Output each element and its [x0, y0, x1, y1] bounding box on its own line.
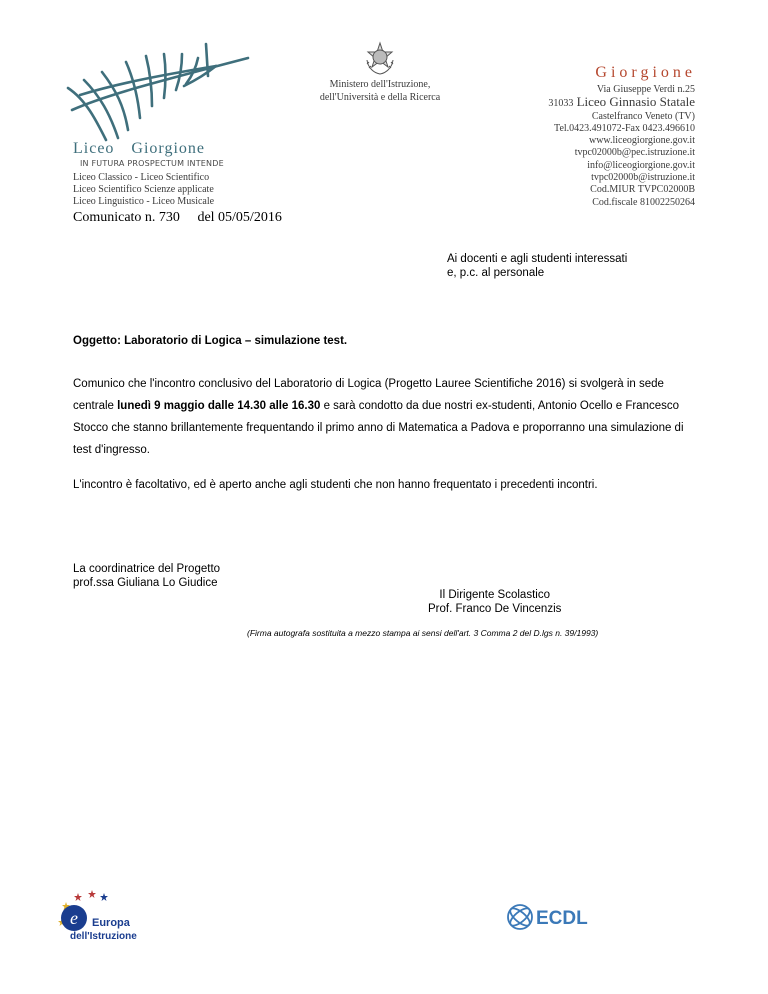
body-text: Comunico che l'incontro conclusivo del Laboratorio di Logica (Progetto Lauree Scientifiche 2016) si svolgerà in sede centrale: [73, 378, 664, 412]
liceo-logo-icon: [66, 40, 266, 145]
school-name: Giorgione: [595, 64, 696, 81]
body-paragraph: [73, 373, 698, 461]
signature-note: (Firma autografa sostituita a mezzo stampa ai sensi dell'art. 3 Comma 2 del D.lgs n. 39/1993): [247, 628, 599, 638]
logo-motto: IN FUTURA PROSPECTUM INTENDE: [80, 159, 224, 168]
recipients: [447, 252, 627, 280]
coordinator-signature: [73, 562, 220, 590]
address-email2: tvpc02000b@istruzione.it: [591, 172, 695, 184]
e-letter-icon: e: [70, 908, 78, 928]
address-city: Castelfranco Veneto (TV): [591, 110, 695, 122]
coordinator-role: La coordinatrice del Progetto: [73, 563, 221, 575]
globe-icon: [508, 905, 533, 929]
recipients-line: Ai docenti e agli studenti interessati: [447, 253, 628, 265]
communication-number-label: Comunicato n. 730: [73, 210, 180, 225]
europa-istruzione-logo: [52, 888, 152, 944]
europa-line2: dell'Istruzione: [70, 931, 137, 942]
body-paragraph: L'incontro è facoltativo, ed è aperto anche agli studenti che non hanno frequentato i precedenti incontri.: [73, 479, 598, 491]
republic-emblem-icon: [364, 40, 396, 76]
head-name: Prof. Franco De Vincenzis: [428, 603, 562, 615]
ministry-line: Ministero dell'Istruzione,: [329, 79, 431, 90]
communication-date: del 05/05/2016: [197, 210, 282, 225]
address-phone: Tel.0423.491072-Fax 0423.496610: [554, 122, 695, 134]
communication-number: [73, 210, 282, 226]
subject-line: Oggetto: Laboratorio di Logica – simulazione test.: [73, 335, 348, 347]
body-text: e sarà condotto da due nostri ex-studenti, Antonio Ocello e Francesco Stocco che stanno brillantemente frequentando il primo anno di Matematica a Padova e proporranno una simulazione di test d'ingresso.: [73, 400, 684, 456]
address-email: info@liceogiorgione.gov.it: [587, 159, 695, 171]
curriculum-line: Liceo Classico - Liceo Scientifico: [73, 172, 210, 183]
coordinator-name: prof.ssa Giuliana Lo Giudice: [73, 577, 218, 589]
body-text-bold: lunedì 9 maggio dalle 14.30 alle 16.30: [117, 400, 321, 412]
address-cap: 31033: [548, 98, 574, 110]
address-type: Liceo Ginnasio Statale: [576, 94, 695, 110]
address-web: www.liceogiorgione.gov.it: [588, 135, 695, 147]
ministry-line: dell'Università e della Ricerca: [319, 92, 441, 103]
school-address: [548, 84, 695, 209]
ecdl-label: ECDL: [536, 908, 588, 929]
address-type-line: [548, 96, 695, 110]
address-miur: Cod.MIUR TVPC02000B: [590, 184, 695, 196]
ministry-heading: [300, 78, 460, 104]
address-pec: tvpc02000b@pec.istruzione.it: [574, 147, 695, 159]
curriculum-line: Liceo Scientifico Scienze applicate: [73, 184, 214, 195]
ecdl-logo: [500, 900, 600, 936]
address-street: Via Giuseppe Verdi n.25: [596, 84, 695, 95]
recipients-line: e, p.c. al personale: [447, 267, 545, 279]
europa-line1: Europa: [92, 917, 130, 929]
head-signature: [428, 588, 561, 616]
curriculum-line: Liceo Linguistico - Liceo Musicale: [73, 196, 215, 207]
address-fiscal: Cod.fiscale 81002250264: [592, 196, 695, 208]
head-role: Il Dirigente Scolastico: [439, 589, 550, 601]
logo-name: Liceo Giorgione: [73, 140, 206, 157]
